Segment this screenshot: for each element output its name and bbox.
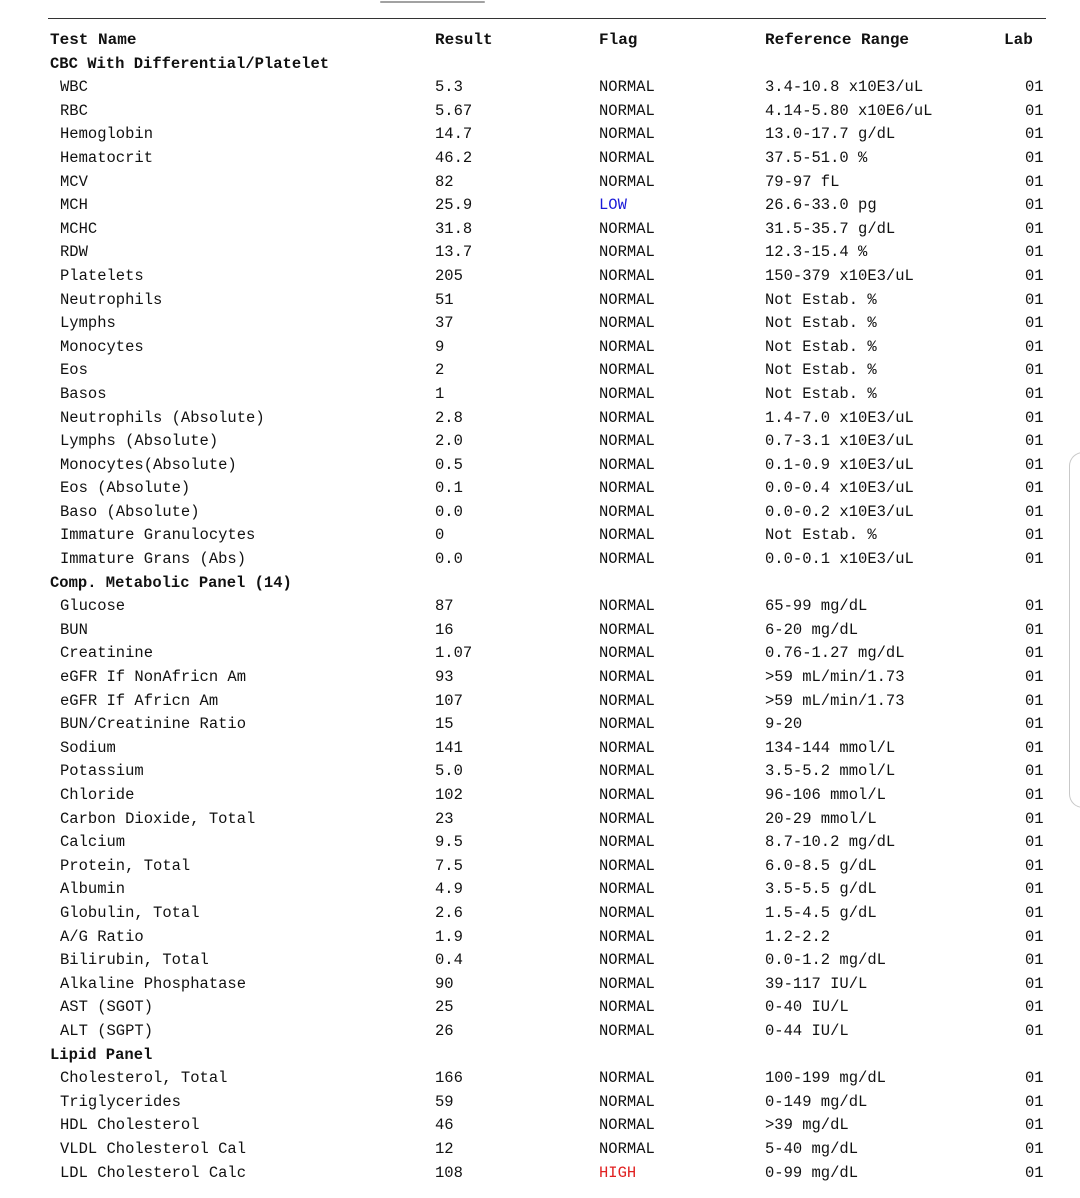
lab-cell: 01 [1025,880,1044,899]
column-header-row [0,29,1080,53]
reference-range-cell: >59 mL/min/1.73 [765,691,905,710]
reference-range-cell: 26.6-33.0 pg [765,196,877,215]
test-name-cell: Protein, Total [60,856,191,875]
flag-cell: LOW [599,196,627,215]
result-cell: 5.3 [435,78,463,97]
reference-range-cell: 0.1-0.9 x10E3/uL [765,455,914,474]
lab-cell: 01 [1025,502,1044,521]
test-name-cell: Baso (Absolute) [60,502,200,521]
test-name-cell: MCH [60,196,88,215]
flag-cell: NORMAL [599,384,655,403]
reference-range-cell: 100-199 mg/dL [765,1069,886,1088]
test-name-cell: Neutrophils [60,290,163,309]
result-cell: 107 [435,691,463,710]
header-reference-range: Reference Range [765,31,910,49]
table-row [0,642,1080,666]
result-cell: 5.0 [435,762,463,781]
lab-cell: 01 [1025,1116,1044,1135]
result-cell: 0.5 [435,455,463,474]
table-row [0,524,1080,548]
flag-cell: NORMAL [599,172,655,191]
flag-cell: NORMAL [599,266,655,285]
flag-cell: NORMAL [599,998,655,1017]
header-result: Result [435,31,493,49]
lab-cell: 01 [1025,668,1044,687]
lab-cell: 01 [1025,314,1044,333]
lab-cell: 01 [1025,408,1044,427]
flag-cell: NORMAL [599,101,655,120]
table-row [0,312,1080,336]
test-name-cell: Sodium [60,738,116,757]
reference-range-cell: 0.0-0.1 x10E3/uL [765,550,914,569]
table-row [0,878,1080,902]
test-name-cell: Lymphs [60,314,116,333]
test-name-cell: Carbon Dioxide, Total [60,809,256,828]
result-cell: 7.5 [435,856,463,875]
lab-cell: 01 [1025,1163,1044,1182]
test-name-cell: Immature Grans (Abs) [60,550,247,569]
table-row [0,501,1080,525]
lab-cell: 01 [1025,1092,1044,1111]
table-row [0,1138,1080,1162]
reference-range-cell: 8.7-10.2 mg/dL [765,833,896,852]
table-row [0,808,1080,832]
table-row [0,1162,1080,1186]
table-row [0,147,1080,171]
result-cell: 4.9 [435,880,463,899]
result-cell: 1.07 [435,644,473,663]
table-row [0,949,1080,973]
result-cell: 9.5 [435,833,463,852]
test-name-cell: BUN/Creatinine Ratio [60,715,247,734]
flag-cell: NORMAL [599,1069,655,1088]
lab-cell: 01 [1025,125,1044,144]
flag-cell: NORMAL [599,125,655,144]
test-name-cell: Creatinine [60,644,154,663]
result-cell: 1.9 [435,927,463,946]
reference-range-cell: 39-117 IU/L [765,974,868,993]
reference-range-cell: 13.0-17.7 g/dL [765,125,896,144]
test-name-cell: Lymphs (Absolute) [60,432,219,451]
flag-cell: NORMAL [599,432,655,451]
result-cell: 12 [435,1139,454,1158]
reference-range-cell: 0-44 IU/L [765,1021,849,1040]
flag-cell: NORMAL [599,526,655,545]
reference-range-cell: 96-106 mmol/L [765,786,886,804]
table-row [0,76,1080,100]
lab-cell: 01 [1025,998,1044,1017]
lab-cell: 01 [1025,738,1044,757]
flag-cell: NORMAL [599,927,655,946]
lab-cell: 01 [1025,290,1044,309]
lab-cell: 01 [1025,219,1044,238]
reference-range-cell: 65-99 mg/dL [765,597,868,616]
table-row [0,595,1080,619]
flag-cell: NORMAL [599,691,655,710]
test-name-cell: VLDL Cholesterol Cal [60,1139,247,1158]
reference-range-cell: 0.0-0.2 x10E3/uL [765,502,914,521]
reference-range-cell: 1.4-7.0 x10E3/uL [765,408,914,427]
result-cell: 46.2 [435,148,473,167]
reference-range-cell: 37.5-51.0 % [765,148,868,167]
flag-cell: NORMAL [599,856,655,875]
result-cell: 25 [435,998,454,1017]
result-cell: 23 [435,809,454,828]
test-name-cell: Globulin, Total [60,903,200,922]
reference-range-cell: 6-20 mg/dL [765,620,859,639]
test-name-cell: AST (SGOT) [60,998,154,1017]
reference-range-cell: Not Estab. % [765,384,877,403]
lab-cell: 01 [1025,974,1044,993]
flag-cell: NORMAL [599,833,655,852]
test-name-cell: eGFR If Africn Am [60,691,219,710]
result-cell: 0 [435,526,445,545]
table-row [0,784,1080,808]
result-cell: 141 [435,738,463,757]
lab-cell: 01 [1025,691,1044,710]
lab-cell: 01 [1025,786,1044,804]
result-cell: 2 [435,361,445,380]
reference-range-cell: 0.76-1.27 mg/dL [765,644,905,663]
table-row [0,1067,1080,1091]
section-title: CBC With Differential/Platelet [50,54,330,73]
result-cell: 16 [435,620,454,639]
test-name-cell: Immature Granulocytes [60,526,256,545]
reference-range-cell: 0.7-3.1 x10E3/uL [765,432,914,451]
reference-range-cell: 0.0-1.2 mg/dL [765,951,886,970]
flag-cell: NORMAL [599,903,655,922]
lab-cell: 01 [1025,644,1044,663]
header-test-name: Test Name [50,31,137,49]
reference-range-cell: 0.0-0.4 x10E3/uL [765,479,914,498]
flag-cell: NORMAL [599,715,655,734]
table-row [0,100,1080,124]
header-rule [48,18,1046,19]
reference-range-cell: 20-29 mmol/L [765,809,877,828]
flag-cell: NORMAL [599,1092,655,1111]
result-cell: 59 [435,1092,454,1111]
test-name-cell: Bilirubin, Total [60,951,209,970]
lab-cell: 01 [1025,833,1044,852]
result-cell: 93 [435,668,454,687]
test-name-cell: RBC [60,101,88,120]
result-cell: 51 [435,290,454,309]
reference-range-cell: 9-20 [765,715,803,734]
header-lab: Lab [1004,31,1033,49]
result-cell: 9 [435,337,445,356]
table-row [0,171,1080,195]
test-name-cell: Calcium [60,833,126,852]
table-row [0,1020,1080,1044]
table-row [0,760,1080,784]
lab-cell: 01 [1025,526,1044,545]
table-row [0,1091,1080,1115]
reference-range-cell: 3.5-5.2 mmol/L [765,762,896,781]
result-cell: 46 [435,1116,454,1135]
table-row [0,690,1080,714]
result-cell: 0.1 [435,479,463,498]
flag-cell: NORMAL [599,502,655,521]
table-row [0,289,1080,313]
test-name-cell: Cholesterol, Total [60,1069,228,1088]
flag-cell: NORMAL [599,620,655,639]
test-name-cell: MCV [60,172,88,191]
test-name-cell: HDL Cholesterol [60,1116,200,1135]
lab-cell: 01 [1025,927,1044,946]
reference-range-cell: 31.5-35.7 g/dL [765,219,896,238]
lab-cell: 01 [1025,266,1044,285]
reference-range-cell: Not Estab. % [765,290,877,309]
result-cell: 166 [435,1069,463,1088]
flag-cell: NORMAL [599,738,655,757]
test-name-cell: Albumin [60,880,126,899]
flag-cell: HIGH [599,1163,637,1182]
flag-cell: NORMAL [599,762,655,781]
result-cell: 15 [435,715,454,734]
section-header [0,53,1080,77]
table-row [0,454,1080,478]
scroll-handle[interactable] [1069,452,1080,808]
reference-range-cell: 5-40 mg/dL [765,1139,859,1158]
flag-cell: NORMAL [599,78,655,97]
result-cell: 14.7 [435,125,473,144]
result-cell: 1 [435,384,445,403]
flag-cell: NORMAL [599,290,655,309]
test-name-cell: RDW [60,243,88,262]
lab-cell: 01 [1025,762,1044,781]
table-row [0,713,1080,737]
test-name-cell: Hemoglobin [60,125,154,144]
flag-cell: NORMAL [599,1139,655,1158]
result-cell: 102 [435,786,463,804]
result-cell: 90 [435,974,454,993]
lab-cell: 01 [1025,148,1044,167]
result-cell: 82 [435,172,454,191]
test-name-cell: A/G Ratio [60,927,144,946]
lab-cell: 01 [1025,479,1044,498]
result-cell: 0.0 [435,550,463,569]
results-table-body [0,53,1080,1186]
flag-cell: NORMAL [599,668,655,687]
test-name-cell: ALT (SGPT) [60,1021,154,1040]
reference-range-cell: 3.4-10.8 x10E3/uL [765,78,924,97]
result-cell: 87 [435,597,454,616]
test-name-cell: Monocytes(Absolute) [60,455,237,474]
reference-range-cell: 6.0-8.5 g/dL [765,856,877,875]
lab-cell: 01 [1025,951,1044,970]
table-row [0,123,1080,147]
flag-cell: NORMAL [599,219,655,238]
test-name-cell: MCHC [60,219,98,238]
lab-results-report [0,29,1080,1185]
flag-cell: NORMAL [599,455,655,474]
test-name-cell: Hematocrit [60,148,154,167]
table-row [0,737,1080,761]
reference-range-cell: >39 mg/dL [765,1116,849,1135]
reference-range-cell: 4.14-5.80 x10E6/uL [765,101,933,120]
result-cell: 108 [435,1163,463,1182]
table-row [0,430,1080,454]
result-cell: 31.8 [435,219,473,238]
flag-cell: NORMAL [599,314,655,333]
test-name-cell: Glucose [60,597,126,616]
test-name-cell: Neutrophils (Absolute) [60,408,265,427]
test-name-cell: eGFR If NonAfricn Am [60,668,247,687]
result-cell: 26 [435,1021,454,1040]
flag-cell: NORMAL [599,243,655,262]
table-row [0,194,1080,218]
result-cell: 37 [435,314,454,333]
reference-range-cell: 0-149 mg/dL [765,1092,868,1111]
test-name-cell: Potassium [60,762,144,781]
table-row [0,666,1080,690]
result-cell: 5.67 [435,101,473,120]
result-cell: 2.8 [435,408,463,427]
test-name-cell: Platelets [60,266,144,285]
lab-cell: 01 [1025,361,1044,380]
lab-cell: 01 [1025,432,1044,451]
flag-cell: NORMAL [599,479,655,498]
lab-cell: 01 [1025,715,1044,734]
result-cell: 25.9 [435,196,473,215]
test-name-cell: Triglycerides [60,1092,181,1111]
test-name-cell: Alkaline Phosphatase [60,974,247,993]
reference-range-cell: Not Estab. % [765,361,877,380]
test-name-cell: Monocytes [60,337,144,356]
table-row [0,359,1080,383]
test-name-cell: LDL Cholesterol Calc [60,1163,247,1182]
lab-cell: 01 [1025,1069,1044,1088]
section-title: Comp. Metabolic Panel (14) [50,573,292,592]
table-row [0,902,1080,926]
flag-cell: NORMAL [599,597,655,616]
result-cell: 0.4 [435,951,463,970]
header-flag: Flag [599,31,638,49]
flag-cell: NORMAL [599,361,655,380]
table-row [0,973,1080,997]
lab-cell: 01 [1025,243,1044,262]
reference-range-cell: 79-97 fL [765,172,840,191]
lab-cell: 01 [1025,1139,1044,1158]
table-row [0,477,1080,501]
reference-range-cell: 134-144 mmol/L [765,738,896,757]
reference-range-cell: Not Estab. % [765,526,877,545]
flag-cell: NORMAL [599,974,655,993]
reference-range-cell: >59 mL/min/1.73 [765,668,905,687]
flag-cell: NORMAL [599,880,655,899]
lab-cell: 01 [1025,172,1044,191]
test-name-cell: Eos (Absolute) [60,479,191,498]
reference-range-cell: 1.2-2.2 [765,927,831,946]
flag-cell: NORMAL [599,644,655,663]
result-cell: 13.7 [435,243,473,262]
lab-cell: 01 [1025,337,1044,356]
section-title: Lipid Panel [50,1045,153,1064]
lab-cell: 01 [1025,78,1044,97]
lab-cell: 01 [1025,550,1044,569]
test-name-cell: Chloride [60,786,135,804]
test-name-cell: WBC [60,78,88,97]
reference-range-cell: 150-379 x10E3/uL [765,266,914,285]
table-row [0,926,1080,950]
result-cell: 2.6 [435,903,463,922]
table-row [0,831,1080,855]
result-cell: 0.0 [435,502,463,521]
table-row [0,1114,1080,1138]
table-row [0,383,1080,407]
lab-cell: 01 [1025,1021,1044,1040]
reference-range-cell: 0-99 mg/dL [765,1163,859,1182]
flag-cell: NORMAL [599,809,655,828]
table-row [0,855,1080,879]
test-name-cell: Basos [60,384,107,403]
cut-off-text-fragment [380,0,485,4]
lab-cell: 01 [1025,384,1044,403]
table-row [0,336,1080,360]
reference-range-cell: 12.3-15.4 % [765,243,868,262]
flag-cell: NORMAL [599,1116,655,1135]
lab-cell: 01 [1025,101,1044,120]
table-row [0,996,1080,1020]
flag-cell: NORMAL [599,951,655,970]
reference-range-cell: Not Estab. % [765,337,877,356]
table-row [0,548,1080,572]
flag-cell: NORMAL [599,1021,655,1040]
reference-range-cell: 0-40 IU/L [765,998,849,1017]
section-header [0,572,1080,596]
test-name-cell: BUN [60,620,88,639]
flag-cell: NORMAL [599,786,655,804]
flag-cell: NORMAL [599,550,655,569]
lab-cell: 01 [1025,196,1044,215]
lab-cell: 01 [1025,455,1044,474]
table-row [0,218,1080,242]
lab-cell: 01 [1025,856,1044,875]
table-row [0,265,1080,289]
table-row [0,241,1080,265]
reference-range-cell: 1.5-4.5 g/dL [765,903,877,922]
flag-cell: NORMAL [599,408,655,427]
reference-range-cell: 3.5-5.5 g/dL [765,880,877,899]
table-row [0,619,1080,643]
lab-cell: 01 [1025,809,1044,828]
lab-cell: 01 [1025,597,1044,616]
flag-cell: NORMAL [599,337,655,356]
result-cell: 205 [435,266,463,285]
flag-cell: NORMAL [599,148,655,167]
table-row [0,407,1080,431]
reference-range-cell: Not Estab. % [765,314,877,333]
result-cell: 2.0 [435,432,463,451]
section-header [0,1044,1080,1068]
lab-cell: 01 [1025,903,1044,922]
test-name-cell: Eos [60,361,88,380]
lab-cell: 01 [1025,620,1044,639]
